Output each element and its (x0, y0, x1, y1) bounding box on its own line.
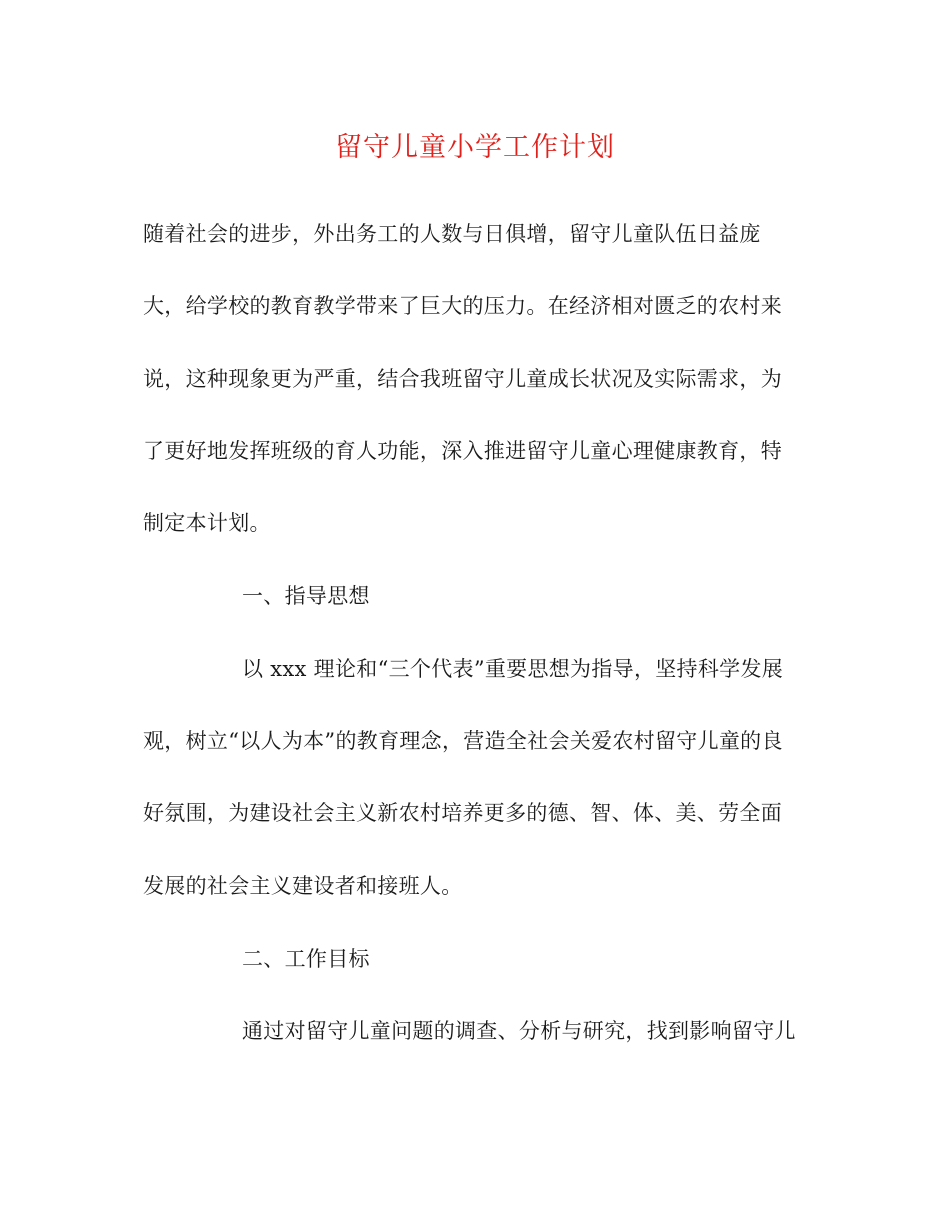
paragraph-line: 随着社会的进步，外出务工的人数与日俱增，留守儿童队伍日益庞 (143, 222, 761, 246)
paragraph-line: 好氛围，为建设社会主义新农村培养更多的德、智、体、美、劳全面 (143, 801, 782, 825)
paragraph-line: 大，给学校的教育教学带来了巨大的压力。在经济相对匮乏的农村来 (143, 294, 782, 318)
paragraph-line: 以 xxx 理论和“三个代表”重要思想为指导，坚持科学发展 (242, 657, 784, 681)
paragraph-line: 观，树立“以人为本”的教育理念，营造全社会关爱农村留守儿童的良 (143, 729, 783, 753)
section-heading: 二、工作目标 (242, 947, 370, 971)
paragraph-line: 发展的社会主义建设者和接班人。 (143, 874, 463, 898)
paragraph-line: 制定本计划。 (143, 511, 271, 535)
paragraph-line: 说，这种现象更为严重，结合我班留守儿童成长状况及实际需求，为 (143, 367, 782, 391)
section-heading: 一、指导思想 (242, 584, 370, 608)
paragraph-line: 通过对留守儿童问题的调查、分析与研究，找到影响留守儿 (242, 1019, 796, 1043)
paragraph-line: 了更好地发挥班级的育人功能，深入推进留守儿童心理健康教育，特 (143, 439, 782, 463)
document-title: 留守儿童小学工作计划 (335, 132, 615, 163)
